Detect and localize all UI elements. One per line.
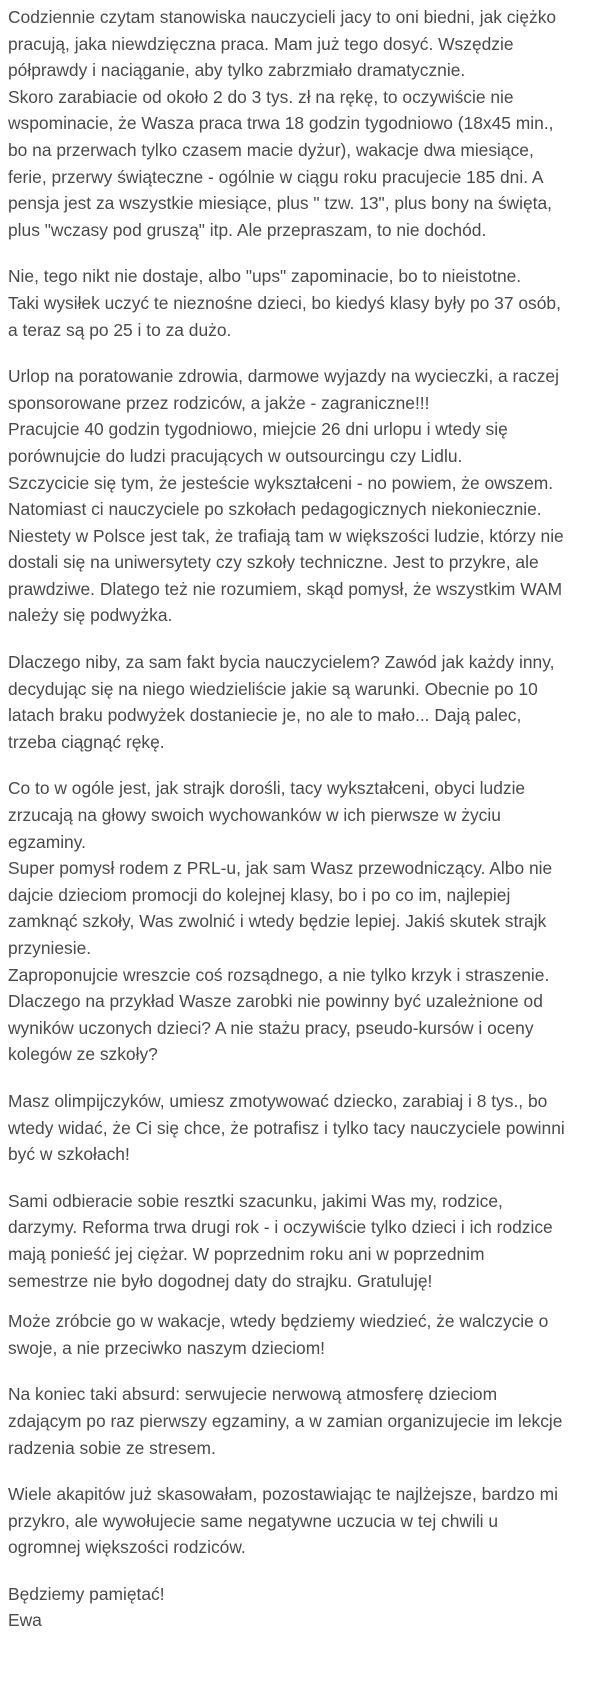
text-line: prawdziwe. Dlatego też nie rozumiem, skąd pomysł, że wszystkim WAM [8,578,563,599]
text-line: Na koniec taki absurd: serwujecie nerwową atmosferę dzieciom [8,1384,498,1405]
text-line: darzymy. Reforma trwa drugi rok - i oczywiście tylko dzieci i ich rodzice [8,1217,553,1238]
text-line: swoje, a nie przeciwko naszym dzieciom! [8,1337,326,1358]
text-line: Zaproponujcie wreszcie coś rozsądnego, a nie tylko krzyk i straszenie. [8,964,550,985]
text-line: Wiele akapitów już skasowałam, pozostawiając te najlżejsze, bardzo mi [8,1484,558,1505]
text-line: egzaminy. [8,831,86,852]
text-line: porównujcie do ludzi pracujących w outsourcingu czy Lidlu. [8,445,463,466]
paragraph [8,4,607,243]
paragraph-spacer [8,1168,607,1188]
text-line: Co to w ogóle jest, jak strajk dorośli, tacy wykształceni, obyci ludzie [8,778,526,799]
text-line: Dlaczego na przykład Wasze zarobki nie powinny być uzależnione od [8,991,543,1012]
text-line: Sami odbieracie sobie resztki szacunku, jakimi Was my, rodzice, [8,1190,503,1211]
paragraph [8,1188,607,1294]
text-line: Nie, tego nikt nie dostaje, albo "ups" zapominacie, bo to nieistotne. [8,266,522,287]
text-line: zamknąć szkoły, Was zwolnić i wtedy będzie lepiej. Jakiś skutek strajk [8,911,547,932]
text-line: Taki wysiłek uczyć te nieznośne dzieci, bo kiedyś klasy były po 37 osób, [8,292,561,313]
text-line: mają ponieść jej ciężar. W poprzednim roku ani w poprzednim [8,1243,485,1264]
text-line: wspominacie, że Wasza praca trwa 18 godzin tygodniowo (18x45 min., [8,113,554,134]
text-line: Ewa [8,1610,42,1631]
text-line: decydując się na niego wiedzieliście jakie są warunki. Obecnie po 10 [8,678,538,699]
text-line: Urlop na poratowanie zdrowia, darmowe wyjazdy na wycieczki, a raczej [8,366,559,387]
text-line: Pracujcie 40 godzin tygodniowo, miejcie 26 dni urlopu i wtedy się [8,419,508,440]
paragraph-spacer [8,1294,607,1308]
text-line: zrzucają na głowy swoich wychowanków w ich pierwsze w życiu [8,805,501,826]
text-line: bo na przerwach tylko czasem macie dyżur), wakacje dwa miesiące, [8,139,534,160]
paragraph-spacer [8,755,607,775]
text-line: pracują, jaka niewdzięczna praca. Mam już tego dosyć. Wszędzie [8,33,514,54]
text-line: Natomiast ci nauczyciele po szkołach pedagogicznych niekoniecznie. [8,499,542,520]
text-line: pensja jest za wszystkie miesiące, plus " tzw. 13", plus bony na święta, [8,193,552,214]
paragraph-spacer [8,629,607,649]
text-line: półprawdy i naciąganie, aby tylko zabrzmiało dramatycznie. [8,60,466,81]
text-line: przykro, ale wywołujecie same negatywne uczucia w tej chwili u [8,1510,499,1531]
paragraph [8,1381,607,1461]
paragraph-spacer [8,343,607,363]
text-line: Masz olimpijczyków, umiesz zmotywować dziecko, zarabiaj i 8 tys., bo [8,1090,548,1111]
text-line: radzenia sobie ze stresem. [8,1437,216,1458]
text-line: Szczycicie się tym, że jesteście wykształceni - no powiem, że owszem. [8,472,554,493]
paragraph [8,775,607,1068]
text-line: kolegów ze szkoły? [8,1044,158,1065]
paragraph [8,363,607,629]
text-line: wtedy widać, że Ci się chce, że potrafisz i tylko tacy nauczyciele powinni [8,1117,565,1138]
text-line: trzeba ciągnąć rękę. [8,731,165,752]
paragraph [8,649,607,755]
text-line: dajcie dzieciom promocji do kolejnej klasy, bo i po co im, najlepiej [8,884,511,905]
text-line: przyniesie. [8,938,92,958]
text-line: Będziemy pamiętać! [8,1583,165,1604]
paragraph-spacer [8,1561,607,1581]
text-line: plus "wczasy pod gruszą" itp. Ale przepraszam, to nie dochód. [8,219,487,240]
text-line: Codziennie czytam stanowiska nauczycieli jacy to oni biedni, jak ciężko [8,7,557,27]
text-line: należy się podwyżka. [8,605,173,626]
paragraph [8,1088,607,1168]
text-line: ferie, przerwy świąteczne - ogólnie w ciągu roku pracujecie 185 dni. A [8,166,544,187]
paragraph-spacer [8,1068,607,1088]
text-line: Dlaczego niby, za sam fakt bycia nauczycielem? Zawód jak każdy inny, [8,652,555,673]
text-line: semestrze nie było dogodnej daty do strajku. Gratuluję! [8,1270,433,1291]
text-line: Niestety w Polsce jest tak, że trafiają tam w większości ludzie, którzy nie [8,525,564,546]
paragraph [8,1308,607,1361]
text-line: być w szkołach! [8,1144,130,1165]
paragraph-spacer [8,243,607,263]
text-line: a teraz są po 25 i to za dużo. [8,319,232,340]
paragraph-spacer [8,1361,607,1381]
text-line: wyników uczonych dzieci? A nie stażu pracy, pseudo-kursów i oceny [8,1017,534,1038]
text-line: dostali się na uniwersytety czy szkoły techniczne. Jest to przykre, ale [8,552,539,573]
paragraph [8,263,607,343]
paragraph [8,1481,607,1561]
text-line: Skoro zarabiacie od około 2 do 3 tys. zł na rękę, to oczywiście nie [8,86,514,107]
text-line: latach braku podwyżek dostaniecie je, no ale to mało... Dają palec, [8,705,522,726]
text-line: sponsorowane przez rodziców, a jakże - zagraniczne!!! [8,392,430,413]
text-line: ogromnej większości rodziców. [8,1537,246,1558]
text-line: Może zróbcie go w wakacje, wtedy będziemy wiedzieć, że walczycie o [8,1311,549,1332]
signature-paragraph [8,1581,607,1634]
paragraph-spacer [8,1461,607,1481]
text-line: Super pomysł rodem z PRL-u, jak sam Wasz przewodniczący. Albo nie [8,858,553,879]
text-line: zdającym po raz pierwszy egzaminy, a w zamian organizujecie im lekcje [8,1410,563,1431]
